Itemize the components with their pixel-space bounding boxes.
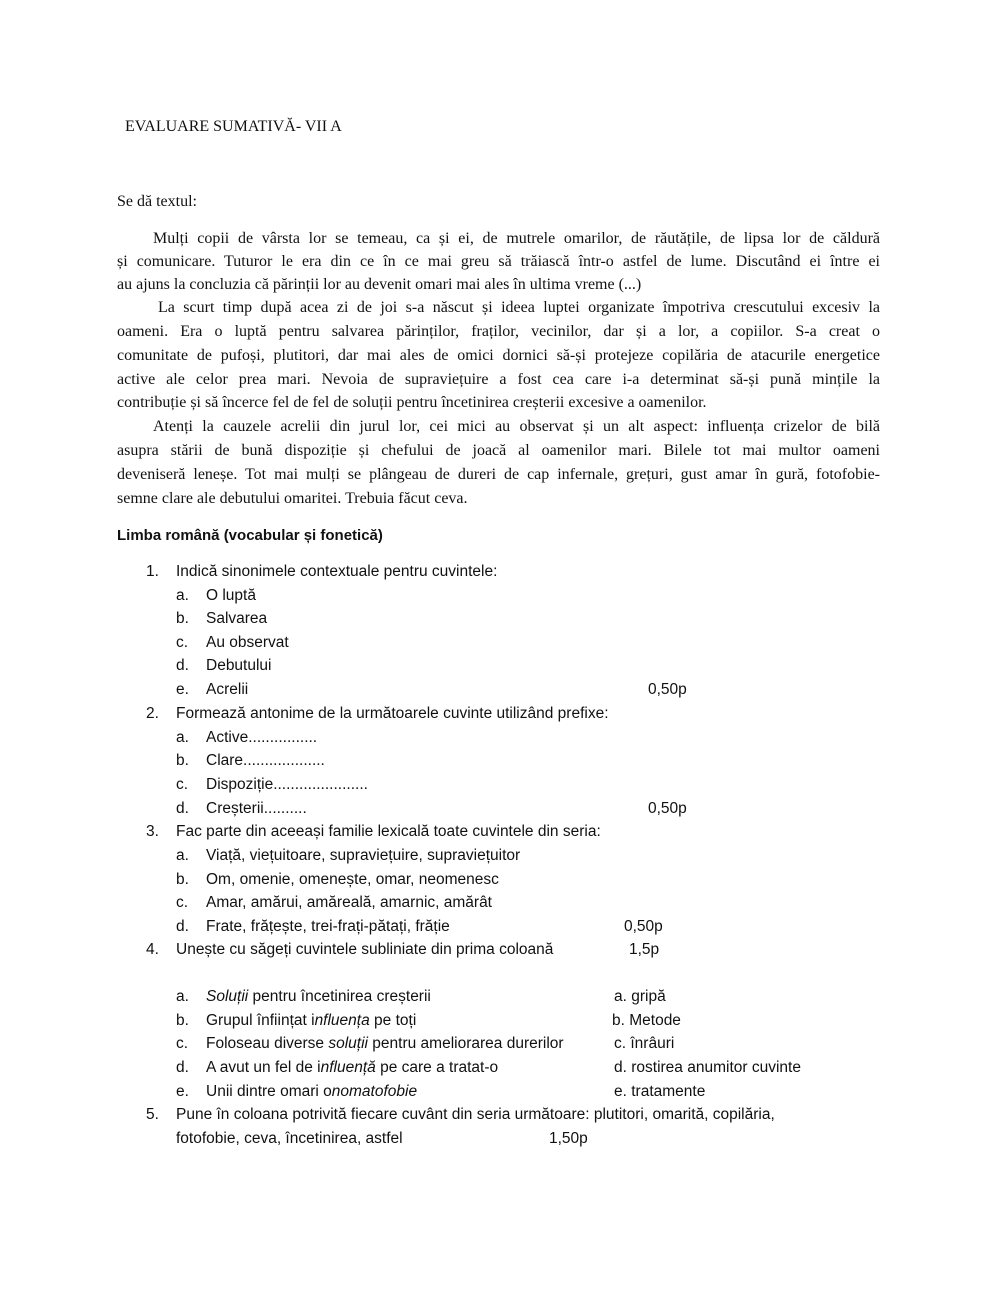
list-item: c. Au observat	[176, 634, 289, 651]
list-item: b. Om, omenie, omenește, omar, neomenesc	[176, 871, 499, 888]
passage-line: La scurt timp după acea zi de joi s-a născut și ideea luptei organizate împotriva crescutului excesiv la	[158, 299, 880, 316]
match-option: c. înrâuri	[614, 1035, 675, 1052]
intro-line: Se dă textul:	[117, 193, 197, 210]
list-item: a. Soluții pentru încetinirea creșterii	[176, 988, 431, 1005]
passage-line: comunitate de pufoși, plutitori, dar mai ales de omici dornici să-și protejeze copilăria de atacurile energetice	[117, 347, 880, 364]
match-option: e. tratamente	[614, 1083, 706, 1100]
question-text: Unește cu săgeți cuvintele subliniate din prima coloană	[176, 941, 554, 958]
passage-line: contribuție și să încerce fel de fel de soluții pentru încetinirea creșterii excesive a oamenilor.	[117, 394, 707, 411]
passage-line: active ale celor prea mari. Nevoia de supraviețuire a fost cea care i-a determinat să-și pună mințile la	[117, 371, 880, 388]
match-option: b. Metode	[612, 1012, 681, 1029]
passage-line: Atenți la cauzele acrelii din jurul lor, cei mici au observat și un alt aspect: influența crizelor de bilă	[153, 418, 880, 435]
points-label: 1,50p	[549, 1130, 588, 1147]
question-5	[146, 1106, 775, 1124]
question-text: Formează antonime de la următoarele cuvinte utilizând prefixe:	[176, 705, 609, 722]
list-item: e. Unii dintre omari onomatofobie	[176, 1083, 418, 1100]
question-text: Indică sinonimele contextuale pentru cuvintele:	[176, 563, 498, 580]
list-item: e. Acrelii	[176, 681, 249, 698]
list-item: c. Foloseau diverse soluții pentru ameliorarea durerilor	[176, 1035, 564, 1052]
section-heading: Limba română (vocabular și fonetică)	[117, 527, 383, 544]
points-label: 0,50p	[648, 681, 687, 698]
question-number: 1.	[146, 563, 159, 580]
list-item: a. O luptă	[176, 587, 256, 604]
passage-line: și comunicare. Tuturor le era din ce în ce mai greu să trăiască într-o astfel de lume. Discutând ei între ei	[117, 253, 880, 270]
passage-line: oameni. Era o luptă pentru salvarea părinților, fraților, vecinilor, dar și a lor, a copiilor. S-a creat o	[117, 323, 880, 340]
points-label: 0,50p	[624, 918, 663, 935]
list-item: d. Debutului	[176, 657, 272, 674]
page-title: EVALUARE SUMATIVĂ- VII A	[125, 118, 342, 135]
question-2	[146, 705, 609, 723]
list-item: b. Salvarea	[176, 610, 268, 627]
question-text: Fac parte din aceeași familie lexicală toate cuvintele din seria:	[176, 823, 601, 840]
passage-line: semne clare ale debutului omaritei. Trebuia făcut ceva.	[117, 490, 468, 507]
question-number: 5.	[146, 1106, 159, 1123]
list-item: d. Frate, frățește, trei-frați-pătați, frăție	[176, 918, 450, 935]
question-3	[146, 823, 601, 841]
passage-line: deveniseră leneșe. Tot mai mulți se plângeau de dureri de cap infernale, grețuri, gust amar în gură, fotofobie-	[117, 466, 880, 483]
passage-line: asupra stării de bună dispoziție și chefului de joacă al oamenilor mari. Bilele tot mai multor oameni	[117, 442, 880, 459]
list-item: b. Clare...................	[176, 752, 325, 769]
points-label: 0,50p	[648, 800, 687, 817]
question-text: Pune în coloana potrivită fiecare cuvânt din seria următoare: plutitori, omarită, copilăria,	[176, 1106, 775, 1123]
question-number: 3.	[146, 823, 159, 840]
list-item: c. Dispoziție......................	[176, 776, 368, 793]
list-item: d. Creșterii..........	[176, 800, 307, 817]
list-item: c. Amar, amărui, amăreală, amarnic, amărât	[176, 894, 492, 911]
passage-line: Mulți copii de vârsta lor se temeau, ca și ei, de mutrele omarilor, de răutățile, de lipsa lor de căldură	[153, 230, 880, 247]
passage-line: au ajuns la concluzia că părinții lor au devenit omari mai ales în ultima vreme (...)	[117, 276, 642, 293]
list-item: b. Grupul înființat influența pe toți	[176, 1012, 417, 1029]
points-label: 1,5p	[629, 941, 660, 958]
list-item: d. A avut un fel de influență pe care a tratat-o	[176, 1059, 499, 1076]
question-text-continued: fotofobie, ceva, încetinirea, astfel	[176, 1130, 403, 1147]
list-item: a. Viață, viețuitoare, supraviețuire, supraviețuitor	[176, 847, 521, 864]
question-number: 2.	[146, 705, 159, 722]
question-4	[146, 941, 553, 959]
question-1	[146, 563, 497, 581]
match-option: d. rostirea anumitor cuvinte	[614, 1059, 801, 1076]
list-item: a. Active................	[176, 729, 318, 746]
question-number: 4.	[146, 941, 159, 958]
match-option: a. gripă	[614, 988, 666, 1005]
